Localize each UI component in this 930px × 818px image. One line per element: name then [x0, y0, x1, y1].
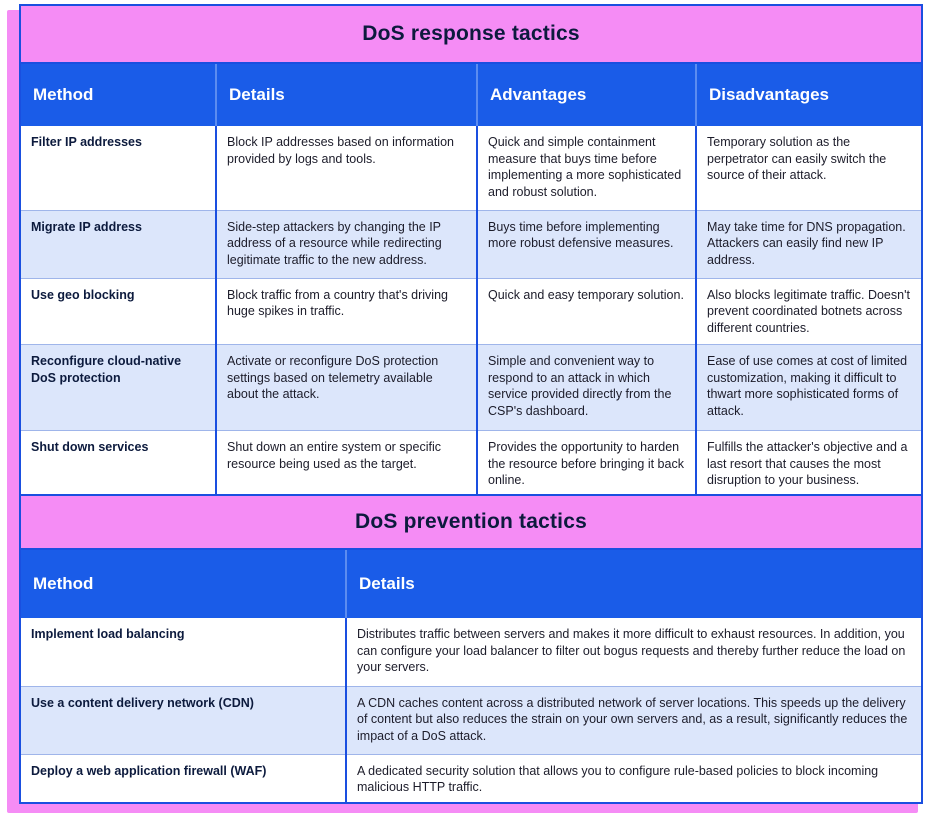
details-cell: Block IP addresses based on information provided by logs and tools. — [216, 126, 477, 210]
response-tactics-table — [21, 64, 921, 497]
details-cell: Block traffic from a country that's driving huge spikes in traffic. — [216, 278, 477, 345]
method-cell: Migrate IP address — [21, 210, 216, 278]
column-header-details: Details — [346, 550, 921, 618]
details-cell: Activate or reconfigure DoS protection settings based on telemetry available about the attack. — [216, 345, 477, 431]
response-section-title: DoS response tactics — [21, 6, 921, 64]
method-cell: Shut down services — [21, 431, 216, 497]
column-header-advantages: Advantages — [477, 64, 696, 126]
prevention-section-title: DoS prevention tactics — [21, 494, 921, 550]
table-row — [21, 345, 921, 431]
method-cell: Use a content delivery network (CDN) — [21, 686, 346, 754]
details-cell: A CDN caches content across a distributed network of server locations. This speeds up the delivery of content but also reduces the strain on your own servers and, as a result, significantly reduces the impact of a DoS attack. — [346, 686, 921, 754]
disadvantages-cell: Fulfills the attacker's objective and a last resort that causes the most disruption to your business. — [707, 440, 908, 487]
column-header-details: Details — [216, 64, 477, 126]
table-header-row — [21, 550, 921, 618]
table-row — [21, 431, 921, 497]
details-cell: Distributes traffic between servers and makes it more difficult to exhaust resources. In addition, you can configure your load balancer to filter out bogus requests and thereby further reduce the load on your servers. — [346, 618, 921, 686]
details-cell: Side-step attackers by changing the IP address of a resource while redirecting legitimate traffic to the new address. — [216, 210, 477, 278]
method-cell: Deploy a web application firewall (WAF) — [21, 754, 346, 804]
method-cell: Implement load balancing — [21, 618, 346, 686]
table-row — [21, 210, 921, 278]
column-header-method: Method — [21, 64, 216, 126]
table-row — [21, 618, 921, 686]
tactics-infographic — [19, 4, 923, 804]
method-cell: Use geo blocking — [21, 278, 216, 345]
advantages-cell: Provides the opportunity to harden the resource before bringing it back online. — [477, 431, 696, 497]
table-row — [21, 686, 921, 754]
column-header-method: Method — [21, 550, 346, 618]
prevention-tactics-table — [21, 550, 921, 804]
method-cell: Reconfigure cloud-native DoS protection — [21, 345, 216, 431]
method-cell: Filter IP addresses — [21, 126, 216, 210]
advantages-cell: Buys time before implementing more robust defensive measures. — [477, 210, 696, 278]
disadvantages-cell: Ease of use comes at cost of limited customization, making it difficult to thwart more sophisticated forms of attack. — [696, 345, 921, 431]
disadvantages-cell: May take time for DNS propagation. Attackers can easily find new IP address. — [696, 210, 921, 278]
details-cell: A dedicated security solution that allows you to configure rule-based policies to block incoming malicious HTTP traffic. — [357, 763, 879, 794]
table-row — [21, 278, 921, 345]
table-row — [21, 126, 921, 210]
disadvantages-cell: Also blocks legitimate traffic. Doesn't prevent coordinated botnets across different countries. — [696, 278, 921, 345]
table-header-row — [21, 64, 921, 126]
advantages-cell: Quick and easy temporary solution. — [477, 278, 696, 345]
details-cell: Shut down an entire system or specific resource being used as the target. — [216, 431, 477, 497]
column-header-disadvantages: Disadvantages — [696, 64, 921, 126]
advantages-cell: Quick and simple containment measure that buys time before implementing a more sophisticated and robust solution. — [477, 126, 696, 210]
advantages-cell: Simple and convenient way to respond to an attack in which service provided directly from the CSP's dashboard. — [477, 345, 696, 431]
table-row — [21, 754, 921, 804]
disadvantages-cell: Temporary solution as the perpetrator can easily switch the source of their attack. — [696, 126, 921, 210]
